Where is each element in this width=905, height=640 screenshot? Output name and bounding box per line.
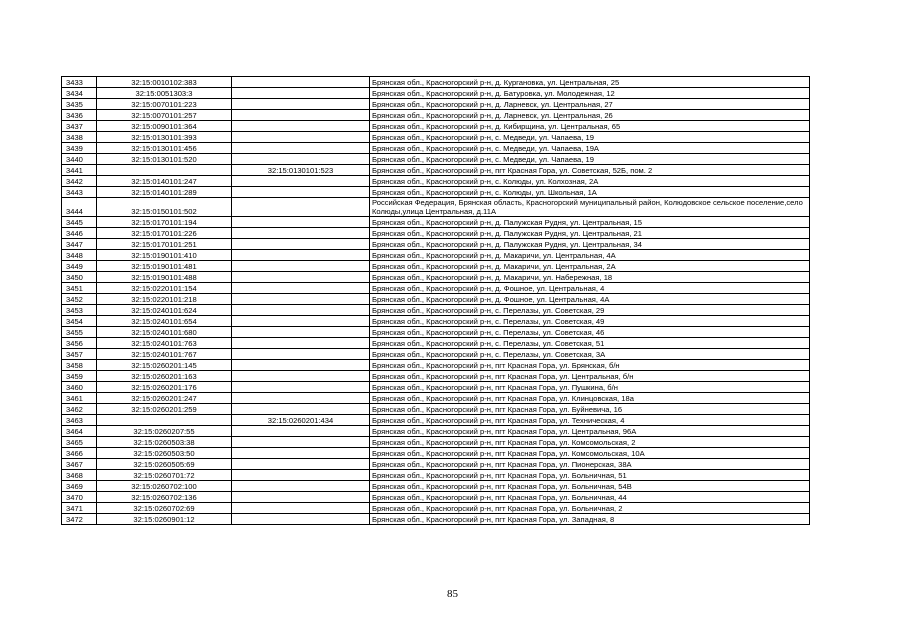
row-number-cell: 3441 [62, 165, 97, 176]
table-row [62, 165, 810, 176]
table-row [62, 154, 810, 165]
address-cell: Брянская обл., Красногорский р-н, д. Палужская Рудня, ул. Центральная, 21 [370, 228, 810, 239]
row-number-cell: 3465 [62, 437, 97, 448]
table-row [62, 338, 810, 349]
row-number-cell: 3468 [62, 470, 97, 481]
table-row [62, 360, 810, 371]
cadastral-number-cell: 32:15:0070101:257 [97, 110, 232, 121]
cadastral-number-cell: 32:15:0240101:763 [97, 338, 232, 349]
secondary-cadastral-number-cell [232, 272, 370, 283]
secondary-cadastral-number-cell [232, 437, 370, 448]
address-cell: Брянская обл., Красногорский р-н, д. Ларневск, ул. Центральная, 26 [370, 110, 810, 121]
row-number-cell: 3448 [62, 250, 97, 261]
cadastral-number-cell: 32:15:0220101:154 [97, 283, 232, 294]
address-cell: Брянская обл., Красногорский р-н, с. Медведи, ул. Чапаева, 19А [370, 143, 810, 154]
address-cell: Брянская обл., Красногорский р-н, с. Перелазы, ул. Советская, 51 [370, 338, 810, 349]
cadastral-number-cell: 32:15:0260207:55 [97, 426, 232, 437]
address-cell: Брянская обл., Красногорский р-н, д. Ларневск, ул. Центральная, 27 [370, 99, 810, 110]
row-number-cell: 3436 [62, 110, 97, 121]
row-number-cell: 3456 [62, 338, 97, 349]
cadastral-number-cell: 32:15:0090101:364 [97, 121, 232, 132]
table-row [62, 272, 810, 283]
address-cell: Брянская обл., Красногорский р-н, с. Перелазы, ул. Советская, 29 [370, 305, 810, 316]
secondary-cadastral-number-cell [232, 217, 370, 228]
address-cell: Брянская обл., Красногорский р-н, пгт Красная Гора, ул. Клинцовская, 18а [370, 393, 810, 404]
table-row [62, 327, 810, 338]
row-number-cell: 3442 [62, 176, 97, 187]
cadastral-number-cell: 32:15:0260503:38 [97, 437, 232, 448]
address-cell: Брянская обл., Красногорский р-н, пгт Красная Гора, ул. Больничная, 51 [370, 470, 810, 481]
secondary-cadastral-number-cell [232, 176, 370, 187]
row-number-cell: 3443 [62, 187, 97, 198]
cadastral-number-cell: 32:15:0130101:393 [97, 132, 232, 143]
cadastral-number-cell: 32:15:0130101:456 [97, 143, 232, 154]
secondary-cadastral-number-cell [232, 143, 370, 154]
address-cell: Брянская обл., Красногорский р-н, пгт Красная Гора, ул. Буйневича, 16 [370, 404, 810, 415]
cadastral-number-cell: 32:15:0051303:3 [97, 88, 232, 99]
secondary-cadastral-number-cell [232, 514, 370, 525]
table-row [62, 426, 810, 437]
row-number-cell: 3469 [62, 481, 97, 492]
cadastral-number-cell: 32:15:0260503:50 [97, 448, 232, 459]
address-cell: Брянская обл., Красногорский р-н, с. Медведи, ул. Чапаева, 19 [370, 154, 810, 165]
cadastral-number-cell: 32:15:0260201:145 [97, 360, 232, 371]
address-cell: Брянская обл., Красногорский р-н, с. Перелазы, ул. Советская, 3А [370, 349, 810, 360]
address-cell: Брянская обл., Красногорский р-н, д. Кибирщина, ул. Центральная, 65 [370, 121, 810, 132]
address-cell: Брянская обл., Красногорский р-н, с. Перелазы, ул. Советская, 46 [370, 327, 810, 338]
table-row [62, 110, 810, 121]
secondary-cadastral-number-cell [232, 261, 370, 272]
cadastral-number-cell: 32:15:0170101:194 [97, 217, 232, 228]
row-number-cell: 3449 [62, 261, 97, 272]
table-row [62, 88, 810, 99]
cadastral-number-cell: 32:15:0150101:502 [97, 198, 232, 217]
address-cell: Брянская обл., Красногорский р-н, д. Фошное, ул. Центральная, 4 [370, 283, 810, 294]
address-cell: Брянская обл., Красногорский р-н, пгт Красная Гора, ул. Больничная, 2 [370, 503, 810, 514]
table-row [62, 250, 810, 261]
row-number-cell: 3453 [62, 305, 97, 316]
row-number-cell: 3438 [62, 132, 97, 143]
address-cell: Брянская обл., Красногорский р-н, пгт Красная Гора, ул. Советская, 52Б, пом. 2 [370, 165, 810, 176]
property-registry-table [61, 76, 810, 525]
address-cell: Брянская обл., Красногорский р-н, с. Колюды, ул. Колхозная, 2А [370, 176, 810, 187]
cadastral-number-cell: 32:15:0260701:72 [97, 470, 232, 481]
row-number-cell: 3457 [62, 349, 97, 360]
cadastral-number-cell: 32:15:0130101:520 [97, 154, 232, 165]
cadastral-number-cell: 32:15:0260901:12 [97, 514, 232, 525]
secondary-cadastral-number-cell [232, 228, 370, 239]
row-number-cell: 3451 [62, 283, 97, 294]
table-row [62, 514, 810, 525]
address-cell: Брянская обл., Красногорский р-н, д. Батуровка, ул. Молодежная, 12 [370, 88, 810, 99]
secondary-cadastral-number-cell [232, 250, 370, 261]
row-number-cell: 3446 [62, 228, 97, 239]
cadastral-number-cell: 32:15:0190101:488 [97, 272, 232, 283]
row-number-cell: 3462 [62, 404, 97, 415]
table-row [62, 470, 810, 481]
table-row [62, 198, 810, 217]
row-number-cell: 3458 [62, 360, 97, 371]
table-row [62, 228, 810, 239]
cadastral-number-cell: 32:15:0260201:163 [97, 371, 232, 382]
table-row [62, 132, 810, 143]
table-row [62, 371, 810, 382]
address-cell: Брянская обл., Красногорский р-н, д. Кургановка, ул. Центральная, 25 [370, 77, 810, 88]
cadastral-number-cell: 32:15:0190101:410 [97, 250, 232, 261]
row-number-cell: 3444 [62, 198, 97, 217]
row-number-cell: 3447 [62, 239, 97, 250]
secondary-cadastral-number-cell [232, 305, 370, 316]
table-row [62, 283, 810, 294]
row-number-cell: 3437 [62, 121, 97, 132]
table-row [62, 349, 810, 360]
address-cell: Брянская обл., Красногорский р-н, пгт Красная Гора, ул. Техническая, 4 [370, 415, 810, 426]
cadastral-number-cell: 32:15:0190101:481 [97, 261, 232, 272]
address-cell: Брянская обл., Красногорский р-н, д. Макаричи, ул. Центральная, 2А [370, 261, 810, 272]
row-number-cell: 3459 [62, 371, 97, 382]
row-number-cell: 3467 [62, 459, 97, 470]
table-row [62, 393, 810, 404]
cadastral-number-cell: 32:15:0010102:383 [97, 77, 232, 88]
row-number-cell: 3445 [62, 217, 97, 228]
table-row [62, 415, 810, 426]
address-cell: Брянская обл., Красногорский р-н, пгт Красная Гора, ул. Пионерская, 38А [370, 459, 810, 470]
table-row [62, 437, 810, 448]
address-cell: Брянская обл., Красногорский р-н, с. Перелазы, ул. Советская, 49 [370, 316, 810, 327]
address-cell: Брянская обл., Красногорский р-н, д. Макаричи, ул. Центральная, 4А [370, 250, 810, 261]
address-cell: Брянская обл., Красногорский р-н, д. Палужская Рудня, ул. Центральная, 15 [370, 217, 810, 228]
cadastral-number-cell: 32:15:0260505:69 [97, 459, 232, 470]
secondary-cadastral-number-cell [232, 77, 370, 88]
address-cell: Брянская обл., Красногорский р-н, д. Фошное, ул. Центральная, 4А [370, 294, 810, 305]
table-row [62, 261, 810, 272]
cadastral-number-cell: 32:15:0240101:624 [97, 305, 232, 316]
row-number-cell: 3435 [62, 99, 97, 110]
cadastral-number-cell [97, 415, 232, 426]
secondary-cadastral-number-cell [232, 283, 370, 294]
address-cell: Брянская обл., Красногорский р-н, пгт Красная Гора, ул. Брянская, б/н [370, 360, 810, 371]
address-cell: Брянская обл., Красногорский р-н, д. Макаричи, ул. Набережная, 18 [370, 272, 810, 283]
secondary-cadastral-number-cell [232, 448, 370, 459]
table-row [62, 239, 810, 250]
cadastral-number-cell: 32:15:0070101:223 [97, 99, 232, 110]
cadastral-number-cell: 32:15:0140101:289 [97, 187, 232, 198]
table-row [62, 481, 810, 492]
table-row [62, 99, 810, 110]
secondary-cadastral-number-cell: 32:15:0130101:523 [232, 165, 370, 176]
cadastral-number-cell: 32:15:0240101:767 [97, 349, 232, 360]
address-cell: Брянская обл., Красногорский р-н, пгт Красная Гора, ул. Больничная, 54В [370, 481, 810, 492]
secondary-cadastral-number-cell [232, 371, 370, 382]
secondary-cadastral-number-cell [232, 459, 370, 470]
secondary-cadastral-number-cell [232, 294, 370, 305]
secondary-cadastral-number-cell [232, 349, 370, 360]
secondary-cadastral-number-cell [232, 338, 370, 349]
address-cell: Российская Федерация, Брянская область, Красногорский муниципальный район, Колюдовское сельское поселение,село Колюды,улица Центральная, д.11А [370, 198, 810, 217]
row-number-cell: 3433 [62, 77, 97, 88]
table-row [62, 143, 810, 154]
secondary-cadastral-number-cell [232, 198, 370, 217]
table-row [62, 121, 810, 132]
address-cell: Брянская обл., Красногорский р-н, пгт Красная Гора, ул. Комсомольская, 2 [370, 437, 810, 448]
secondary-cadastral-number-cell [232, 88, 370, 99]
row-number-cell: 3470 [62, 492, 97, 503]
table-row [62, 492, 810, 503]
row-number-cell: 3471 [62, 503, 97, 514]
cadastral-number-cell: 32:15:0240101:680 [97, 327, 232, 338]
row-number-cell: 3472 [62, 514, 97, 525]
table-row [62, 187, 810, 198]
secondary-cadastral-number-cell [232, 99, 370, 110]
row-number-cell: 3461 [62, 393, 97, 404]
secondary-cadastral-number-cell [232, 382, 370, 393]
secondary-cadastral-number-cell [232, 393, 370, 404]
secondary-cadastral-number-cell [232, 481, 370, 492]
secondary-cadastral-number-cell [232, 132, 370, 143]
cadastral-number-cell: 32:15:0170101:251 [97, 239, 232, 250]
cadastral-number-cell: 32:15:0260201:176 [97, 382, 232, 393]
row-number-cell: 3455 [62, 327, 97, 338]
secondary-cadastral-number-cell [232, 426, 370, 437]
table-row [62, 382, 810, 393]
row-number-cell: 3460 [62, 382, 97, 393]
cadastral-number-cell: 32:15:0260702:136 [97, 492, 232, 503]
table-row [62, 305, 810, 316]
secondary-cadastral-number-cell [232, 121, 370, 132]
secondary-cadastral-number-cell [232, 360, 370, 371]
address-cell: Брянская обл., Красногорский р-н, с. Медведи, ул. Чапаева, 19 [370, 132, 810, 143]
row-number-cell: 3452 [62, 294, 97, 305]
address-cell: Брянская обл., Красногорский р-н, пгт Красная Гора, ул. Западная, 8 [370, 514, 810, 525]
table-row [62, 448, 810, 459]
address-cell: Брянская обл., Красногорский р-н, д. Палужская Рудня, ул. Центральная, 34 [370, 239, 810, 250]
cadastral-number-cell: 32:15:0240101:654 [97, 316, 232, 327]
secondary-cadastral-number-cell [232, 492, 370, 503]
address-cell: Брянская обл., Красногорский р-н, пгт Красная Гора, ул. Пушкина, б/н [370, 382, 810, 393]
secondary-cadastral-number-cell: 32:15:0260201:434 [232, 415, 370, 426]
registry-body [62, 77, 810, 525]
table-row [62, 294, 810, 305]
table-row [62, 217, 810, 228]
address-cell: Брянская обл., Красногорский р-н, пгт Красная Гора, ул. Комсомольская, 10А [370, 448, 810, 459]
address-cell: Брянская обл., Красногорский р-н, пгт Красная Гора, ул. Больничная, 44 [370, 492, 810, 503]
row-number-cell: 3450 [62, 272, 97, 283]
cadastral-number-cell [97, 165, 232, 176]
secondary-cadastral-number-cell [232, 316, 370, 327]
table-row [62, 176, 810, 187]
table-row [62, 503, 810, 514]
row-number-cell: 3440 [62, 154, 97, 165]
row-number-cell: 3464 [62, 426, 97, 437]
table-row [62, 316, 810, 327]
secondary-cadastral-number-cell [232, 239, 370, 250]
cadastral-number-cell: 32:15:0170101:226 [97, 228, 232, 239]
secondary-cadastral-number-cell [232, 404, 370, 415]
secondary-cadastral-number-cell [232, 110, 370, 121]
address-cell: Брянская обл., Красногорский р-н, с. Колюды, ул. Школьная, 1А [370, 187, 810, 198]
page-number: 85 [447, 588, 458, 600]
table-row [62, 404, 810, 415]
cadastral-number-cell: 32:15:0260702:69 [97, 503, 232, 514]
cadastral-number-cell: 32:15:0260201:247 [97, 393, 232, 404]
secondary-cadastral-number-cell [232, 470, 370, 481]
row-number-cell: 3439 [62, 143, 97, 154]
cadastral-number-cell: 32:15:0220101:218 [97, 294, 232, 305]
table-row [62, 459, 810, 470]
secondary-cadastral-number-cell [232, 154, 370, 165]
row-number-cell: 3434 [62, 88, 97, 99]
address-cell: Брянская обл., Красногорский р-н, пгт Красная Гора, ул. Центральная, 96А [370, 426, 810, 437]
cadastral-number-cell: 32:15:0260201:259 [97, 404, 232, 415]
cadastral-number-cell: 32:15:0140101:247 [97, 176, 232, 187]
address-cell: Брянская обл., Красногорский р-н, пгт Красная Гора, ул. Центральная, б/н [370, 371, 810, 382]
secondary-cadastral-number-cell [232, 503, 370, 514]
row-number-cell: 3466 [62, 448, 97, 459]
table-row [62, 77, 810, 88]
cadastral-number-cell: 32:15:0260702:100 [97, 481, 232, 492]
row-number-cell: 3454 [62, 316, 97, 327]
row-number-cell: 3463 [62, 415, 97, 426]
secondary-cadastral-number-cell [232, 327, 370, 338]
secondary-cadastral-number-cell [232, 187, 370, 198]
